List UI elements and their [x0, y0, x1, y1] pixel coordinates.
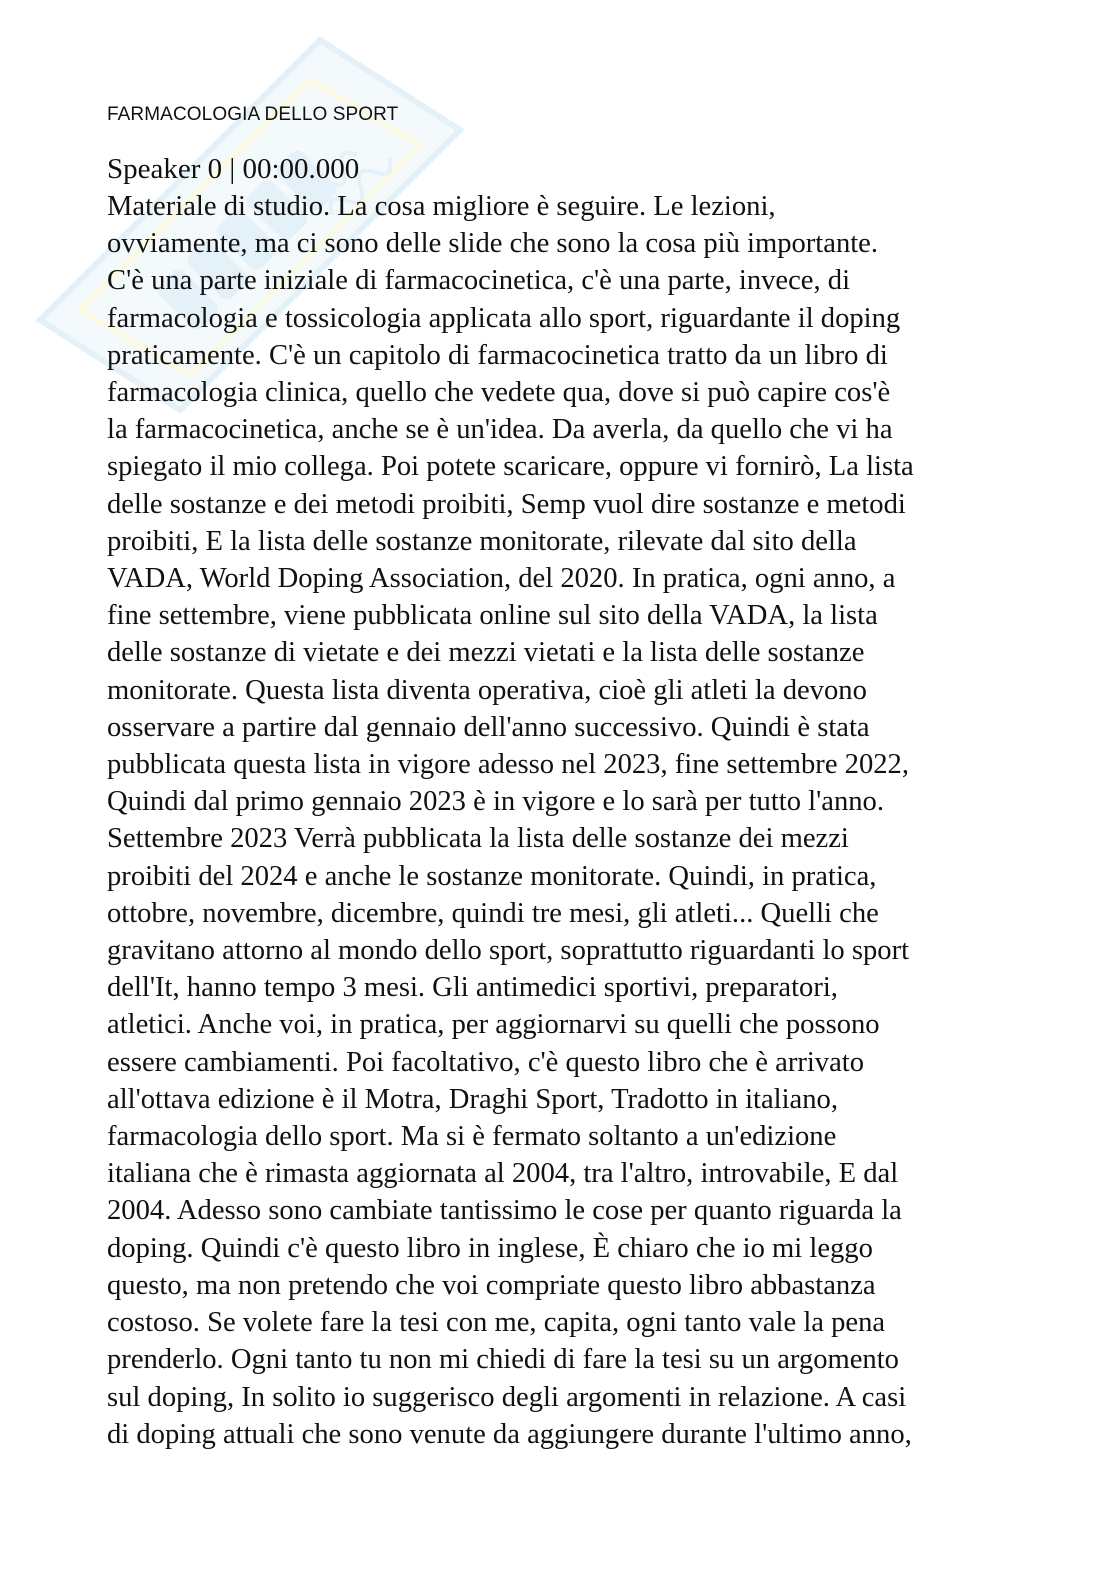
text-line: la farmacocinetica, anche se è un'idea. Da averla, da quello che vi ha	[107, 414, 893, 446]
text-line: sul doping, In solito io suggerisco degli argomenti in relazione. A casi	[107, 1381, 907, 1413]
text-line: questo, ma non pretendo che voi compriate questo libro abbastanza	[107, 1269, 876, 1301]
text-line: pubblicata questa lista in vigore adesso nel 2023, fine settembre 2022,	[107, 749, 910, 781]
text-line: essere cambiamenti. Poi facoltativo, c'è questo libro che è arrivato	[107, 1046, 865, 1078]
text-line: 2004. Adesso sono cambiate tantissimo le cose per quanto riguarda la	[107, 1195, 902, 1227]
text-line: farmacologia clinica, quello che vedete qua, dove si può capire cos'è	[107, 377, 891, 409]
document-header: FARMACOLOGIA DELLO SPORT	[107, 104, 399, 125]
text-line: italiana che è rimasta aggiornata al 2004, tra l'altro, introvabile, E dal	[107, 1158, 899, 1190]
text-line: farmacologia e tossicologia applicata allo sport, riguardante il doping	[107, 302, 901, 334]
text-line: praticamente. C'è un capitolo di farmacocinetica tratto da un libro di	[107, 339, 888, 371]
text-line: proibiti, E la lista delle sostanze monitorate, rilevate dal sito della	[107, 525, 857, 557]
text-line: ovviamente, ma ci sono delle slide che sono la cosa più importante.	[107, 228, 879, 260]
text-line: Materiale di studio. La cosa migliore è seguire. Le lezioni,	[107, 191, 776, 222]
text-line: costoso. Se volete fare la tesi con me, capita, ogni tanto vale la pena	[107, 1307, 886, 1339]
text-line: delle sostanze di vietate e dei mezzi vietati e la lista delle sostanze	[107, 637, 865, 669]
text-line: di doping attuali che sono venute da aggiungere durante l'ultimo anno,	[107, 1418, 912, 1450]
speaker-timestamp: Speaker 0 | 00:00.000	[107, 153, 360, 185]
text-line: osservare a partire dal gennaio dell'anno successivo. Quindi è stata	[107, 711, 870, 743]
text-line: gravitano attorno al mondo dello sport, soprattutto riguardanti lo sport	[107, 935, 910, 967]
text-line: monitorate. Questa lista diventa operativa, cioè gli atleti la devono	[107, 674, 867, 706]
text-line: C'è una parte iniziale di farmacocinetica, c'è una parte, invece, di	[107, 265, 851, 297]
transcript-body	[107, 188, 1037, 1453]
text-line: all'ottava edizione è il Motra, Draghi Sport, Tradotto in italiano,	[107, 1083, 838, 1115]
text-line: Settembre 2023 Verrà pubblicata la lista delle sostanze dei mezzi	[107, 823, 849, 855]
text-line: dell'It, hanno tempo 3 mesi. Gli antimedici sportivi, preparatori,	[107, 972, 838, 1004]
text-line: spiegato il mio collega. Poi potete scaricare, oppure vi fornirò, La lista	[107, 451, 914, 483]
text-line: farmacologia dello sport. Ma si è fermato soltanto a un'edizione	[107, 1121, 837, 1153]
text-line: delle sostanze e dei metodi proibiti, Semp vuol dire sostanze e metodi	[107, 488, 906, 520]
text-line: Quindi dal primo gennaio 2023 è in vigore e lo sarà per tutto l'anno.	[107, 786, 885, 818]
text-line: VADA, World Doping Association, del 2020. In pratica, ogni anno, a	[107, 563, 896, 595]
text-line: doping. Quindi c'è questo libro in inglese, È chiaro che io mi leggo	[107, 1232, 873, 1264]
text-line: prenderlo. Ogni tanto tu non mi chiedi di fare la tesi su un argomento	[107, 1344, 899, 1376]
text-line: ottobre, novembre, dicembre, quindi tre mesi, gli atleti... Quelli che	[107, 897, 879, 929]
text-line: fine settembre, viene pubblicata online sul sito della VADA, la lista	[107, 600, 878, 632]
text-line: atletici. Anche voi, in pratica, per aggiornarvi su quelli che possono	[107, 1009, 880, 1041]
text-line: proibiti del 2024 e anche le sostanze monitorate. Quindi, in pratica,	[107, 860, 877, 892]
